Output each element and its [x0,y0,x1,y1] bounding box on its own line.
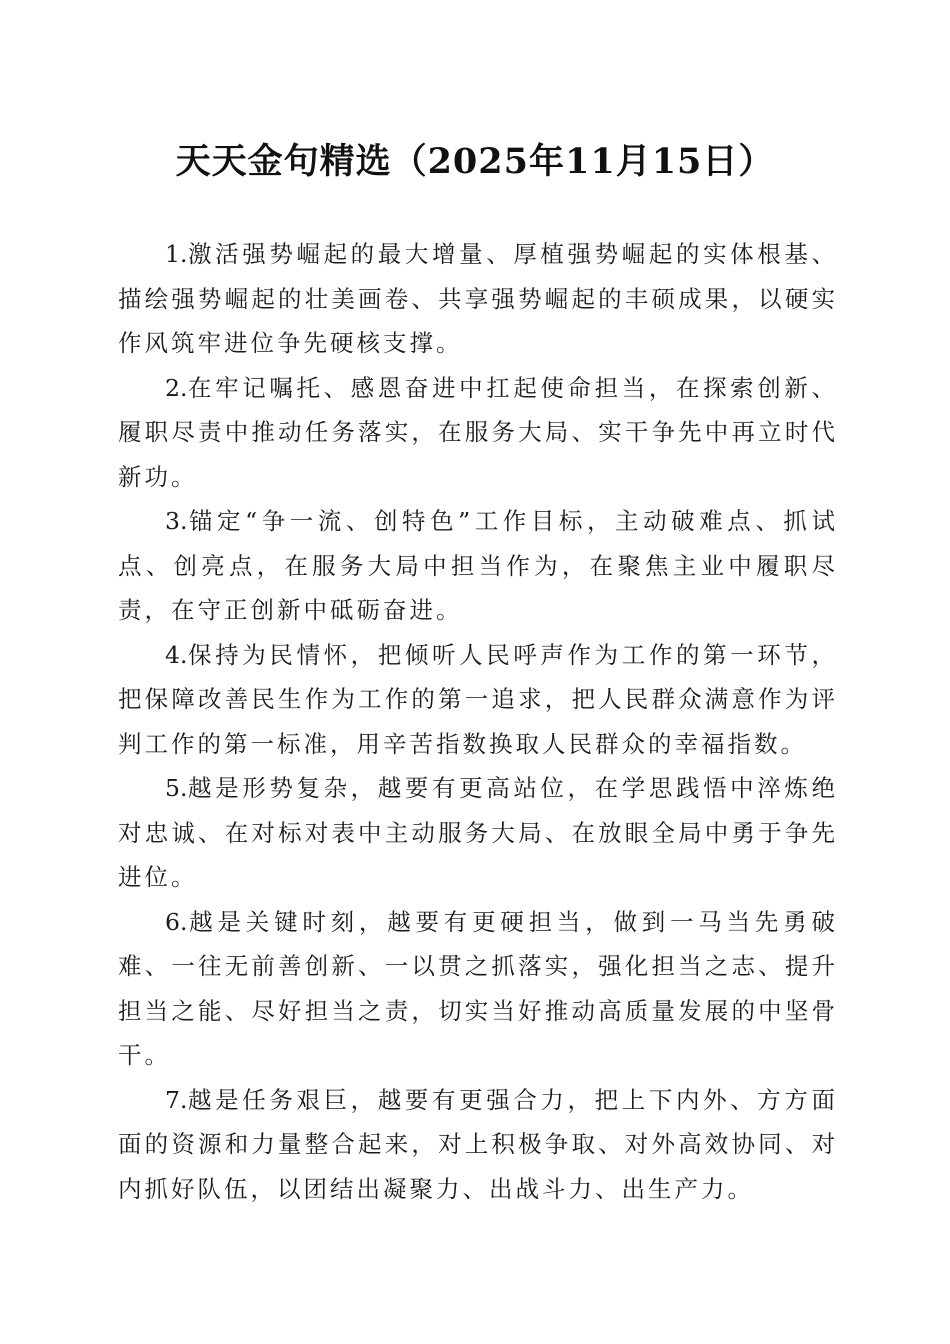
paragraph-7 [118,1078,838,1212]
paragraph-text: 锚定“争一流、创特色”工作目标，主动破难点、抓试点、创亮点，在服务大局中担当作为，在聚焦主业中履职尽责，在守正创新中砥砺奋进。 [118,507,838,624]
paragraph-text: 在牢记嘱托、感恩奋进中扛起使命担当，在探索创新、履职尽责中推动任务落实，在服务大局、实干争先中再立时代新功。 [118,373,838,491]
paragraph-3 [118,499,838,633]
paragraph-text: 保持为民情怀，把倾听人民呼声作为工作的第一环节，把保障改善民生作为工作的第一追求，把人民群众满意作为评判工作的第一标准，用辛苦指数换取人民群众的幸福指数。 [118,640,838,758]
paragraph-number: 2. [165,373,188,402]
paragraph-text: 越是任务艰巨，越要有更强合力，把上下内外、方方面面的资源和力量整合起来，对上积极争取、对外高效协同、对内抓好队伍，以团结出凝聚力、出战斗力、出生产力。 [118,1085,838,1203]
paragraph-text: 越是形势复杂，越要有更高站位，在学思践悟中淬炼绝对忠诚、在对标对表中主动服务大局、在放眼全局中勇于争先进位。 [118,774,838,891]
page-title: 天天金句精选（2025年11月15日） [175,141,775,182]
paragraph-1 [118,232,838,366]
paragraph-number: 1. [165,240,188,268]
paragraph-6 [118,900,838,1078]
paragraph-number: 6. [165,907,188,936]
paragraph-4 [118,633,838,767]
paragraph-text: 激活强势崛起的最大增量、厚植强势崛起的实体根基、描绘强势崛起的壮美画卷、共享强势崛起的丰硕成果，以硬实作风筑牢进位争先硬核支撑。 [118,240,838,357]
paragraph-text: 越是关键时刻，越要有更硬担当，做到一马当先勇破难、一往无前善创新、一以贯之抓落实，强化担当之志、提升担当之能、尽好担当之责，切实当好推动高质量发展的中坚骨干。 [118,907,838,1069]
paragraph-2 [118,366,838,500]
paragraph-number: 7. [165,1085,188,1114]
document-body [118,232,838,1211]
paragraph-number: 4. [165,640,188,669]
paragraph-number: 3. [165,507,188,535]
paragraph-5 [118,766,838,900]
paragraph-number: 5. [165,774,188,802]
